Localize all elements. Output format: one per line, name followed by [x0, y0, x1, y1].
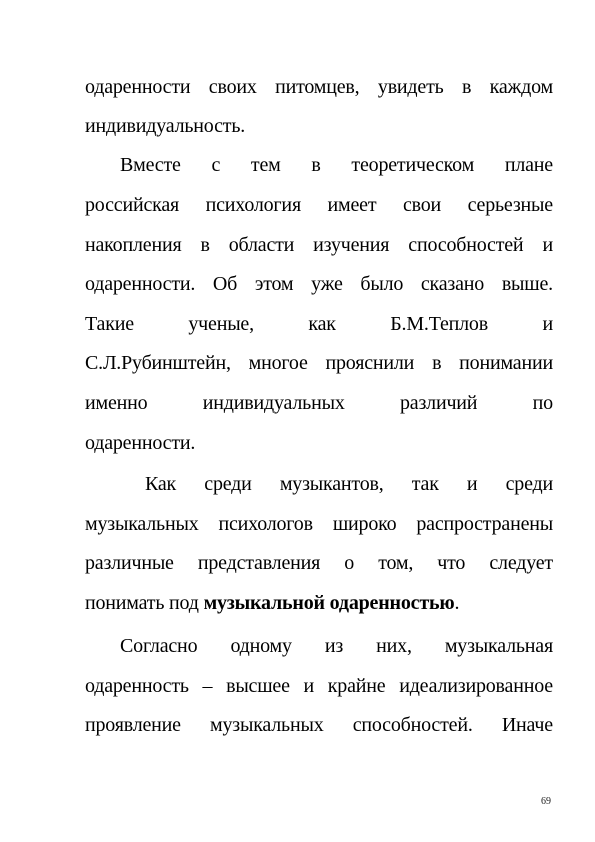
word: одаренности: [85, 76, 191, 98]
word: выше.: [501, 273, 553, 295]
word: психология: [205, 194, 301, 216]
text-line: [85, 713, 553, 737]
word: питомцев,: [275, 76, 360, 98]
word: о: [344, 552, 355, 574]
word: с: [211, 154, 221, 176]
text-line: [85, 674, 553, 698]
word: –: [202, 675, 213, 697]
word: среди: [505, 473, 553, 495]
word: в: [200, 234, 210, 256]
word: одаренность: [85, 675, 189, 697]
word: сказано: [420, 273, 485, 295]
text-line: [85, 233, 553, 257]
bold-term: музыкальной одаренностью: [203, 592, 455, 614]
word: в: [432, 352, 442, 374]
word: среди: [204, 473, 252, 495]
word: по: [532, 392, 553, 414]
word: широко: [332, 513, 397, 535]
word: понимании: [459, 352, 553, 374]
word: увидеть: [377, 76, 444, 98]
word: что: [437, 552, 466, 574]
text-line: [85, 312, 553, 336]
word: Такие: [85, 313, 134, 335]
word: каждом: [489, 76, 553, 98]
word: одному: [230, 635, 292, 657]
text-line: одаренности.: [85, 432, 196, 454]
word: многое: [248, 352, 308, 374]
word: различий: [399, 392, 478, 414]
text-line: индивидуальность.: [85, 115, 246, 137]
word: проявление: [85, 714, 181, 736]
word: накопления: [85, 234, 182, 256]
word: в: [311, 154, 321, 176]
word: Вместе: [120, 154, 181, 176]
word: распространены: [416, 513, 553, 535]
text-segment: понимать под: [85, 592, 204, 614]
text-line: [85, 272, 553, 296]
word: представления: [197, 552, 321, 574]
word: серьезные: [467, 194, 553, 216]
word: высшее: [226, 675, 290, 697]
word: психологов: [218, 513, 313, 535]
word: тем: [250, 154, 281, 176]
word: и: [466, 473, 478, 495]
word: индивидуальных: [202, 392, 345, 414]
word: идеализированное: [399, 675, 553, 697]
text-line: [85, 551, 553, 575]
word: ученые,: [188, 313, 254, 335]
text-line: [85, 391, 553, 415]
word: том,: [378, 552, 414, 574]
word: крайне: [327, 675, 386, 697]
word: как: [308, 313, 336, 335]
word: одаренности.: [85, 273, 196, 295]
word: изучения: [313, 234, 390, 256]
word: способностей.: [352, 714, 473, 736]
word: музыкальных: [210, 714, 324, 736]
word: прояснили: [325, 352, 415, 374]
word: было: [360, 273, 404, 295]
text-segment: .: [454, 592, 460, 614]
paragraph-start-line: [120, 634, 553, 658]
word: и: [303, 675, 315, 697]
word: области: [228, 234, 295, 256]
word: именно: [85, 392, 148, 414]
word: музыкальных: [85, 513, 199, 535]
text-line: [85, 591, 553, 615]
text-line: [85, 193, 553, 217]
word: уже: [311, 273, 343, 295]
page-number: 69: [541, 796, 551, 807]
word: следует: [489, 552, 553, 574]
word: и: [542, 313, 553, 335]
word: Как: [145, 473, 177, 495]
word: своих: [208, 76, 257, 98]
word: так: [411, 473, 439, 495]
word: имеет: [327, 194, 377, 216]
paragraph-start-line: [120, 153, 553, 177]
word: Иначе: [501, 714, 553, 736]
paragraph-start-line: [145, 472, 553, 496]
word: плане: [504, 154, 553, 176]
word: в: [461, 76, 472, 98]
text-line: [85, 351, 553, 375]
word: Об: [212, 273, 238, 295]
word: музыкантов,: [279, 473, 384, 495]
word: свои: [402, 194, 442, 216]
word: российская: [85, 194, 180, 216]
word: различные: [85, 552, 174, 574]
word: теоретическом: [351, 154, 475, 176]
word: из: [324, 635, 344, 657]
word: способностей: [408, 234, 524, 256]
word: них,: [376, 635, 412, 657]
word: и: [542, 234, 553, 256]
word: Согласно: [120, 635, 198, 657]
text-line: [85, 75, 553, 99]
text-line: [85, 512, 553, 536]
word: музыкальная: [444, 635, 553, 657]
word: этом: [254, 273, 294, 295]
word: С.Л.Рубинштейн,: [85, 352, 231, 374]
word: Б.М.Теплов: [390, 313, 488, 335]
